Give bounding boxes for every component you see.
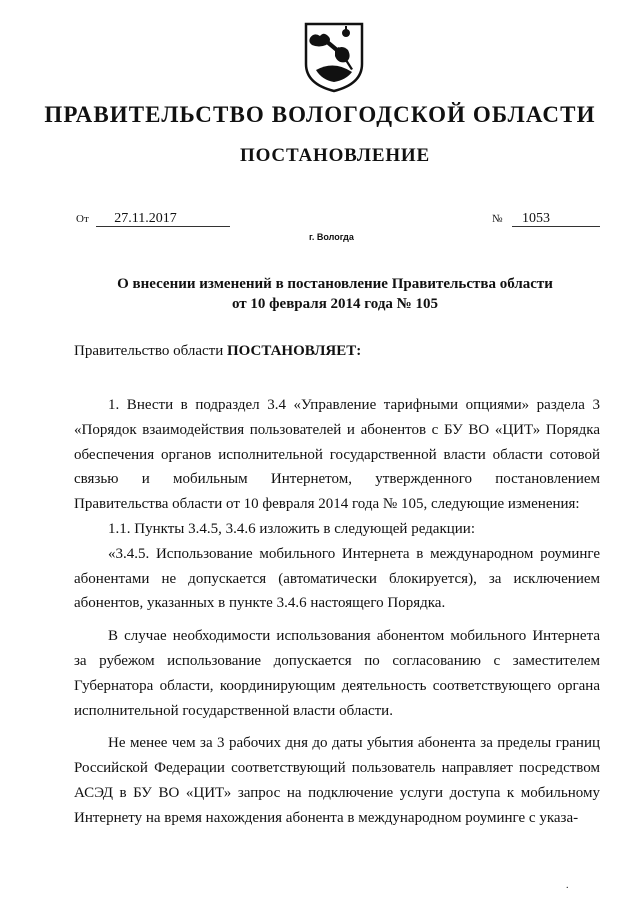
date-prefix: От [76,213,89,225]
document-number: 1053 [512,211,600,227]
document-subject [0,274,640,314]
city-label: г. Вологда [309,232,354,242]
document-type: ПОСТАНОВЛЕНИЕ [240,145,430,166]
paragraph-5: Не менее чем за 3 рабочих дня до даты убытия абонента за пределы границ Российской Федерации соответствующий пользователь направляет посредством АСЭД в БУ ВО «ЦИТ» запрос на подключение услуги доступа к мобильному Интернету на время нахождения абонента в международном роуминге с указа- [74,735,600,826]
document-body [74,393,600,831]
subject-line-2: от 10 февраля 2014 года № 105 [232,296,438,312]
organization-title: ПРАВИТЕЛЬСТВО ВОЛОГОДСКОЙ ОБЛАСТИ [44,102,596,127]
number-prefix: № [492,213,503,225]
coat-of-arms-icon [302,20,366,94]
scan-mark: . [566,880,569,891]
subject-line-1: О внесении изменений в постановление Правительства области [117,276,553,292]
document-number-row [492,211,600,227]
decree-intro: Правительство области [74,343,227,359]
paragraph-4: В случае необходимости использования абонентом мобильного Интернета за рубежом использование допускается по согласованию с заместителем Губернатора области, координирующим деятельность соответствующего органа исполнительной государственной власти области. [74,628,600,719]
decree-verb: ПОСТАНОВЛЯЕТ: [226,343,362,359]
paragraph-3: «3.4.5. Использование мобильного Интернета в международном роуминге абонентами не допускается (автоматически блокируется), за исключением абонентов, указанных в пункте 3.4.6 настоящего Порядка. [74,545,600,612]
document-date: 27.11.2017 [96,211,230,227]
paragraph-1: 1. Внести в подраздел 3.4 «Управление тарифными опциями» раздела 3 «Порядок взаимодействия пользователей и абонентов с БУ ВО «ЦИТ» Порядка обеспечения органов исполнительной государственной власти области сотовой связью и мобильным Интернетом, утвержденного постановлением Правительства области от 10 февраля 2014 года № 105, следующие изменения: [74,397,600,513]
document-date-row [76,211,230,227]
decree-statement [74,343,361,360]
paragraph-2: 1.1. Пункты 3.4.5, 3.4.6 изложить в следующей редакции: [108,520,475,537]
